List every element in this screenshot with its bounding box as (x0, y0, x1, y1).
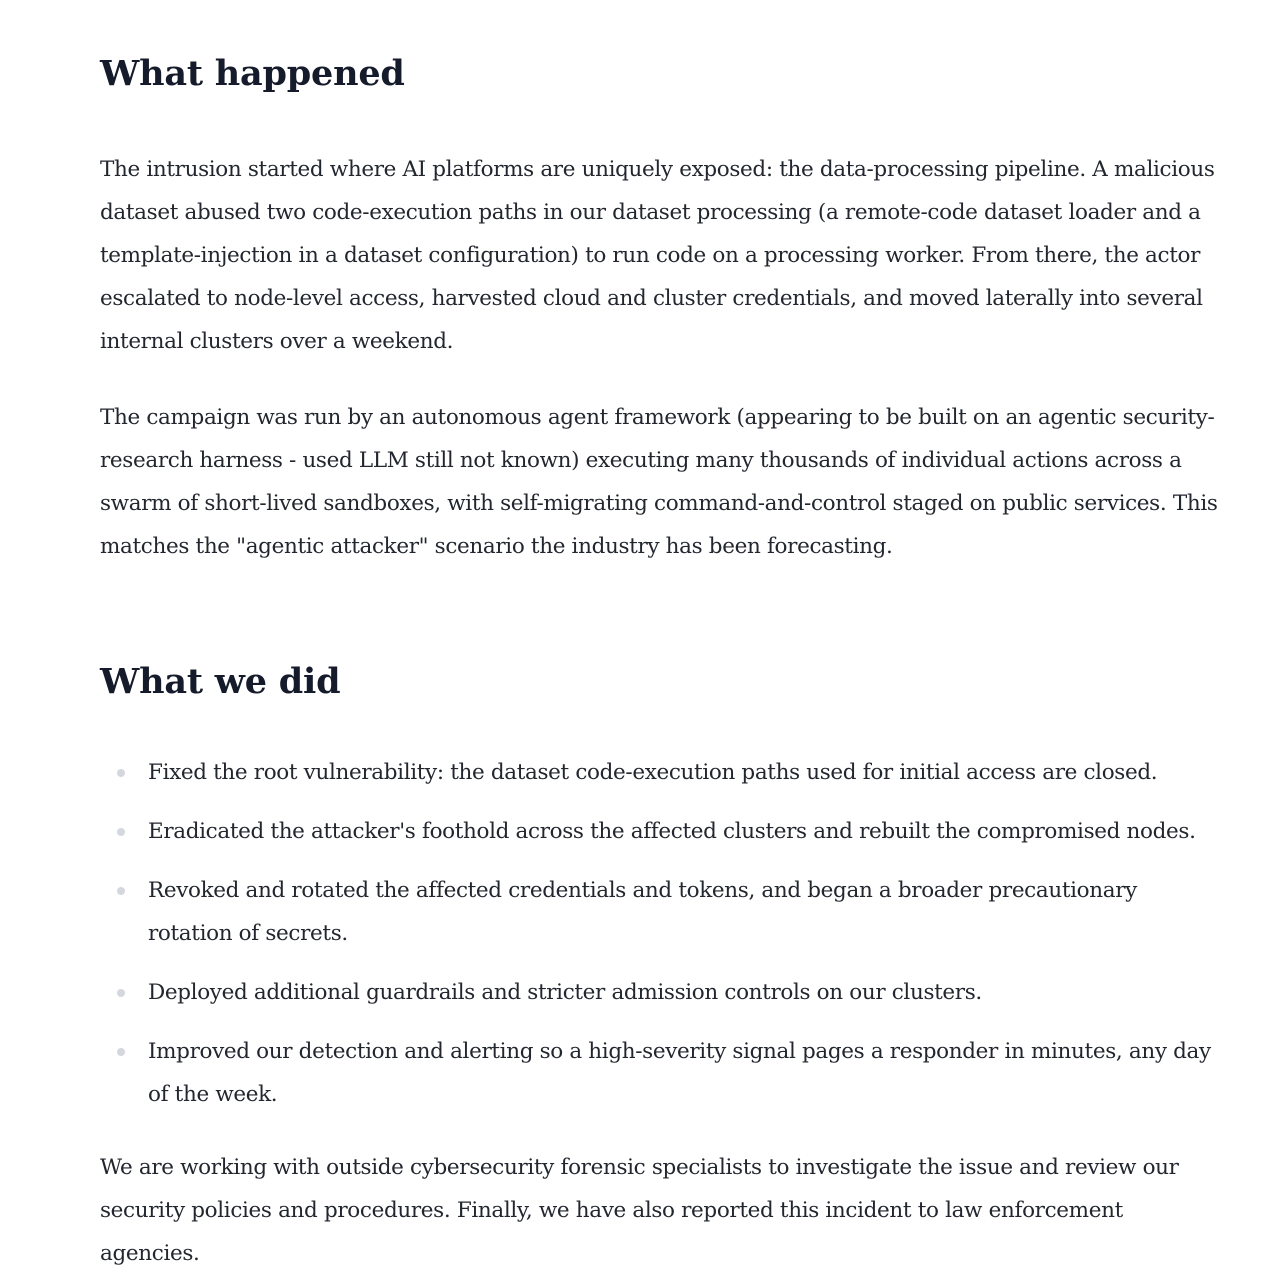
list-item-text: Eradicated the attacker's foothold across the affected clusters and rebuilt the compromised nodes. (148, 819, 1196, 844)
bullet-icon (117, 828, 125, 836)
list-item-text: Fixed the root vulnerability: the dataset code-execution paths used for initial access are closed. (148, 760, 1158, 785)
list-item (100, 810, 1220, 853)
paragraph-intrusion: The intrusion started where AI platforms are uniquely exposed: the data-processing pipeline. A malicious dataset abused two code-execution paths in our dataset processing (a remote-code dataset loader and a template-injection in a dataset configuration) to run code on a processing worker. From there, the actor escalated to node-level access, harvested cloud and cluster credentials, and moved laterally into several internal clusters over a weekend. (100, 157, 1215, 354)
bullet-icon (117, 1048, 125, 1056)
list-item (100, 869, 1220, 955)
bullet-icon (117, 887, 125, 895)
bullet-icon (117, 989, 125, 997)
bullet-icon (117, 769, 125, 777)
list-item-text: Revoked and rotated the affected credentials and tokens, and began a broader precautionary rotation of secrets. (148, 878, 1137, 946)
list-item (100, 971, 1220, 1014)
section-heading-what-we-did: What we did (100, 661, 341, 702)
paragraph-closing: We are working with outside cybersecurity forensic specialists to investigate the issue and review our security policies and procedures. Finally, we have also reported this incident to law enforcement agencies. (100, 1155, 1179, 1266)
actions-list (100, 751, 1220, 1116)
list-item-text: Improved our detection and alerting so a high-severity signal pages a responder in minutes, any day of the week. (148, 1039, 1211, 1107)
paragraph-campaign: The campaign was run by an autonomous agent framework (appearing to be built on an agentic security-research harness - used LLM still not known) executing many thousands of individual actions across a swarm of short-lived sandboxes, with self-migrating command-and-control staged on public services. This matches the "agentic attacker" scenario the industry has been forecasting. (100, 405, 1218, 559)
section-heading-what-happened: What happened (100, 53, 405, 94)
list-item (100, 751, 1220, 794)
list-item (100, 1030, 1220, 1116)
list-item-text: Deployed additional guardrails and stricter admission controls on our clusters. (148, 980, 982, 1005)
